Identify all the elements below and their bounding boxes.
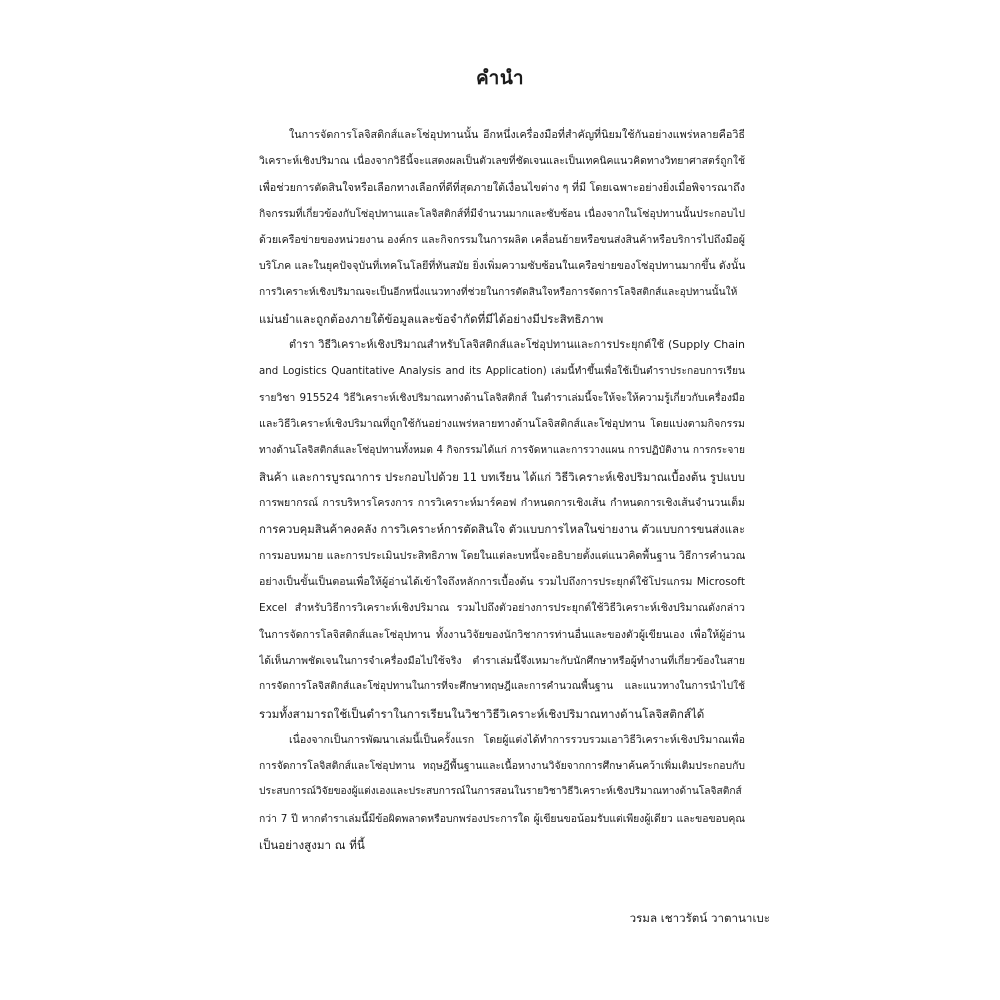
paragraph-line: ในการจัดการโลจิสติกส์และโซ่อุปทาน ทั้งงานวิจัยของนักวิชาการท่านอื่นและของตัวผู้เขียนเอง เพื่อให้ผู้อ่าน: [259, 628, 745, 641]
paragraph-line: เนื่องจากเป็นการพัฒนาเล่มนี้เป็นครั้งแรก โดยผู้แต่งได้ทำการรวบรวมเอาวิธีวิเคราะห์เชิงปริมาณเพื่อ: [289, 733, 745, 746]
paragraph-line: รายวิชา 915524 วิธีวิเคราะห์เชิงปริมาณทางด้านโลจิสติกส์ ในตำราเล่มนี้จะให้จะให้ความรู้เกี่ยวกับเครื่องมือ: [259, 391, 745, 404]
paragraph-line: ประสบการณ์วิจัยของผู้แต่งเองและประสบการณ์ในการสอนในรายวิชาวิธีวิเคราะห์เชิงปริมาณทางด้านโลจิสติกส์: [259, 786, 742, 798]
paragraph-line: และวิธีวิเคราะห์เชิงปริมาณที่ถูกใช้กันอย่างแพร่หลายทางด้านโลจิสติกส์และโซ่อุปทาน โดยแบ่งตามกิจกรรม: [259, 418, 745, 431]
paragraph-line: กิจกรรมที่เกี่ยวข้องกับโซ่อุปทานและโลจิสติกส์ที่มีจำนวนมากและซับซ้อน เนื่องจากในโซ่อุปทานนั้นประกอบไป: [259, 207, 745, 220]
paragraph-line: ด้วยเครือข่ายของหน่วยงาน องค์กร และกิจกรรมในการผลิต เคลื่อนย้ายหรือขนส่งสินค้าหรือบริการไปถึงมือผู้: [259, 234, 745, 247]
paragraph-line: กว่า 7 ปี หากตำราเล่มนี้มีข้อผิดพลาดหรือบกพร่องประการใด ผู้เขียนขอน้อมรับแต่เพียงผู้เดียว และขอขอบคุณ: [259, 812, 745, 825]
paragraph-3: [259, 727, 745, 858]
paragraph-line: ในการจัดการโลจิสติกส์และโซ่อุปทานนั้น อีกหนึ่งเครื่องมือที่สำคัญที่นิยมใช้กันอย่างแพร่หลายคือวิธี: [289, 128, 745, 141]
paragraph-line: แม่นยำและถูกต้องภายใต้ข้อมูลและข้อจำกัดที่มีได้อย่างมีประสิทธิภาพ: [259, 312, 604, 327]
paragraph-line: เพื่อช่วยการตัดสินใจหรือเลือกทางเลือกที่ดีที่สุดภายใต้เงื่อนไขต่าง ๆ ที่มี โดยเฉพาะอย่างยิ่งเมื่อพิจารณาถึง: [259, 180, 745, 194]
paragraph-line: การมอบหมาย และการประเมินประสิทธิภาพ โดยในแต่ละบทนี้จะอธิบายตั้งแต่แนวคิดพื้นฐาน วิธีการคำนวณ: [259, 549, 745, 562]
paragraph-line: Excel สำหรับวิธีการวิเคราะห์เชิงปริมาณ รวมไปถึงตัวอย่างการประยุกต์ใช้วิธีวิเคราะห์เชิงปริมาณดังกล่าว: [259, 602, 745, 615]
author-signature: วรมล เชาวรัตน์ วาตานาเบะ: [629, 911, 770, 925]
paragraph-line: การจัดการโลจิสติกส์และโซ่อุปทานในการที่จะศึกษาทฤษฎีและการคำนวณพื้นฐาน และแนวทางในการนำไปใช้: [259, 681, 745, 693]
paragraph-line: การจัดการโลจิสติกส์และโซ่อุปทาน ทฤษฎีพื้นฐานและเนื้อหางานวิจัยจากการศึกษาค้นคว้าเพิ่มเติมประกอบกับ: [259, 760, 745, 773]
paragraph-line: and Logistics Quantitative Analysis and its Application) เล่มนี้ทำขึ้นเพื่อใช้เป็นตำราประกอบการเรียน: [259, 365, 745, 377]
paragraph-line: รวมทั้งสามารถใช้เป็นตำราในการเรียนในวิชาวิธีวิเคราะห์เชิงปริมาณทางด้านโลจิสติกส์ได้: [259, 706, 705, 721]
paragraph-line: บริโภค และในยุคปัจจุบันที่เทคโนโลยีที่ทันสมัย ยิ่งเพิ่มความซับซ้อนในเครือข่ายของโซ่อุปทานมากขึ้น ดังนั้น: [259, 260, 745, 273]
paragraph-line: ตำรา วิธีวิเคราะห์เชิงปริมาณสำหรับโลจิสติกส์และโซ่อุปทานและการประยุกต์ใช้ (Supply Chain: [289, 338, 745, 352]
paragraph-line: การควบคุมสินค้าคงคลัง การวิเคราะห์การตัดสินใจ ตัวแบบการไหลในข่ายงาน ตัวแบบการขนส่งและ: [259, 522, 745, 537]
paragraph-line: การพยากรณ์ การบริหารโครงการ การวิเคราะห์มาร์คอฟ กำหนดการเชิงเส้น กำหนดการเชิงเส้นจำนวนเต็ม: [259, 497, 745, 510]
paragraph-line: เป็นอย่างสูงมา ณ ที่นี้: [259, 838, 365, 853]
paragraph-line: ทางด้านโลจิสติกส์และโซ่อุปทานทั้งหมด 4 กิจกรรมได้แก่ การจัดหาและการวางแผน การปฏิบัติงาน การกระจาย: [259, 444, 745, 456]
preface-body: [259, 122, 745, 858]
paragraph-line: ได้เห็นภาพชัดเจนในการจำเครื่องมือไปใช้จริง ตำราเล่มนี้จึงเหมาะกับนักศึกษาหรือผู้ทำงานที่เกี่ยวข้องในสาย: [259, 654, 745, 667]
page-title: คำนำ: [475, 67, 525, 89]
paragraph-line: สินค้า และการบูรณาการ ประกอบไปด้วย 11 บทเรียน ได้แก่ วิธีวิเคราะห์เชิงปริมาณเบื้องต้น รูปแบบ: [259, 469, 745, 484]
paragraph-2: [259, 332, 745, 726]
paragraph-line: วิเคราะห์เชิงปริมาณ เนื่องจากวิธีนี้จะแสดงผลเป็นตัวเลขที่ชัดเจนและเป็นเทคนิคแนวคิดทางวิทยาศาสตร์ถูกใช้: [259, 155, 745, 168]
paragraph-line: การวิเคราะห์เชิงปริมาณจะเป็นอีกหนึ่งแนวทางที่ช่วยในการตัดสินใจหรือการจัดการโลจิสติกส์และอุปทานนั้นให้: [259, 286, 738, 298]
paragraph-line: อย่างเป็นขั้นเป็นตอนเพื่อให้ผู้อ่านได้เข้าใจถึงหลักการเบื้องต้น รวมไปถึงการประยุกต์ใช้โปรแกรม Microsoft: [259, 576, 745, 589]
paragraph-1: [259, 122, 745, 332]
